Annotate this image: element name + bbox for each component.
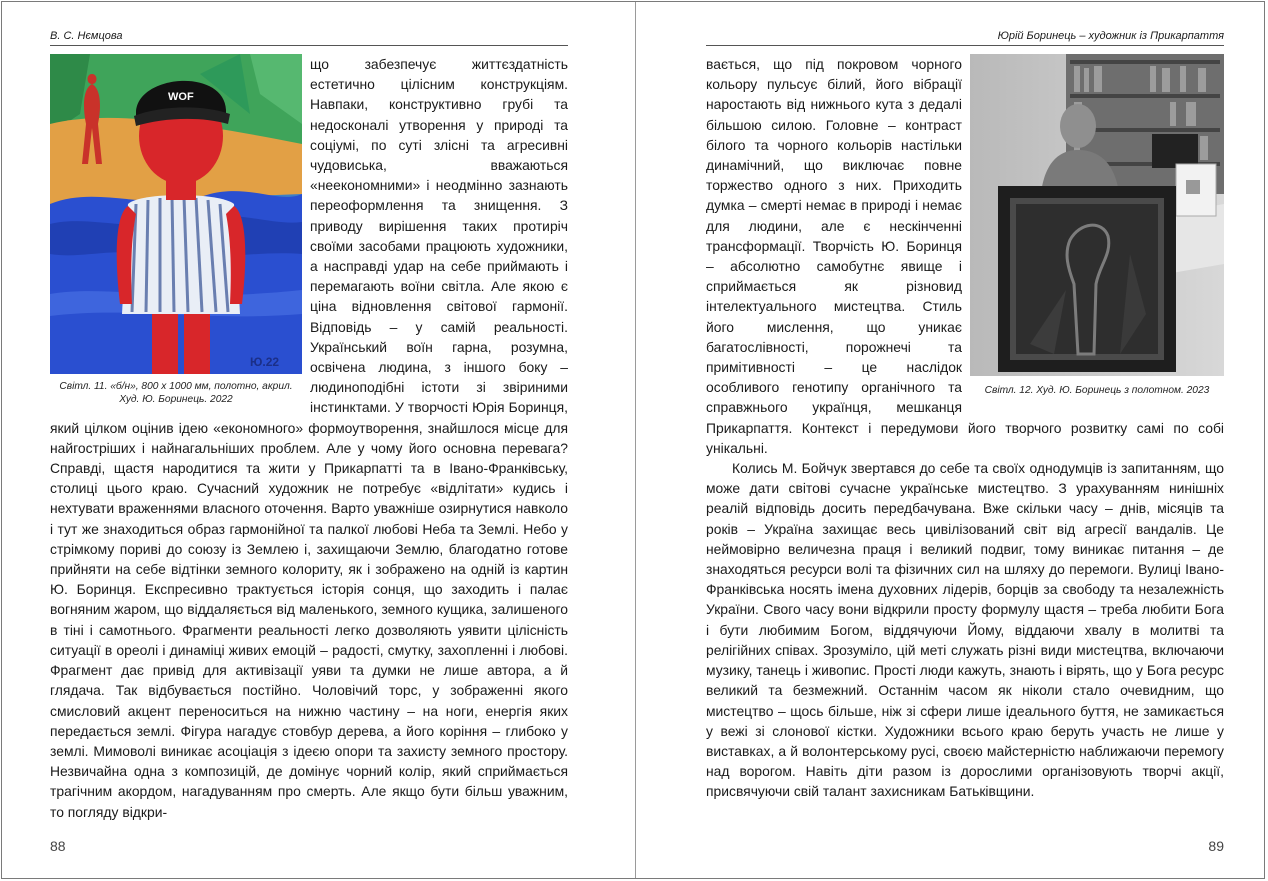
page-number-right: 89 [1208,838,1224,854]
painting-signature: Ю.22 [250,355,280,369]
running-head-left: В. С. Нємцова [50,30,568,46]
figure-11-caption [50,380,302,406]
page-gutter [635,2,636,878]
right-paragraph-1: вається, що під покровом чорного кольору пульсує білий, його вібрації наростають від нижнього кута з дедалі більшою силою. Головне – контраст білого та чорного кольорів настільки динамічний, що виключає повне торжество одного з них. Приходить думка – смерті немає в природі і немає для людини, але є нескінченні трансформації. Творчість Ю. Боринця – абсолютно самобутнє явище і сприймається як різновид інтелектуального мистецтва. Стиль його мислення, що уникає багатослівності, порожнечі та примітивності – це наслідок особливого генотипу органічного та справжнього українця, мешканця Прикарпаття. Контекст і передумови його творчого розвитку самі по собі унікальні. [706,56,1224,456]
right-paragraph-2: Колись М. Бойчук звертався до себе та своїх однодумців із запитанням, що може дати світові сучасне українське мистецтво. З урахуванням нинішніх реалій відповідь досить передбачувана. Вже скільки часу – днів, місяців та років – Україна захищає весь цивілізований світ від агресії вандалів. Це неймовірно величезна праця і великий подвиг, тому виникає питання – де знаходяться ресурси волі та фізичних сил на шляху до перемоги. Вулиці Івано-Франківська носять імена духовних лідерів, борців за свободу та незалежність України. Свого часу вони відкрили просту формулу щастя – треба любити Бога і бути любимим Богом, віддячуючи Йому, віддаючи хвалу в молитві та релігійних співах. Зрозуміло, цій меті служать різні види мистецтва, включаючи музику, танець і живопис. Прості люди кажуть, знають і вірять, що у Бога ресурс великий та безмежний. Останнім часом як ніколи стало очевидним, що мистецтво – щось більше, ніж зі сфери лише ідеального буття, не замикається у вежі зі слонової кістки. Художники всього краю беруть участь не лише у виставках, а й волонтерському русі, своєю майстерністю наближаючи перемогу над ворогом. Навіть діти разом із дорослими організовують творчі акції, присвячуючи свій талант захисникам Батьківщини. [706,460,1224,800]
left-body [50,54,568,822]
caption-line-1: Світл. 11. «б/н», 800 х 1000 мм, полотно, акрил. [59,381,293,392]
left-paragraph: що забезпечує життєздатність естетично цілісним конструкціям. Навпаки, конструктивно грубі та недосконалі утворення у природі та соціумі, по суті злісні та агресивні чудовиська, вважаються «неекономними» і неодмінно зазнають переоформлення та знищення. З приводу вирішення таких протиріч своїми засобами працюють художники, а насправді удар на себе приймають і перемагають воїни світла. Але якою є ціна відновлення світової гармонії. Відповідь – у самій реальності. Український воїн гарна, розумна, освічена людина, з іншого боку – людиноподібні істоти зі звіриними інстинктами. У творчості Юрія Боринця, який цілком оцінив ідею «економного» формоутворення, знайшлося місце для найгостріших і найнагальніших проблем. Але у чому його основна перевага? Справді, щастя народитися та жити у Прикарпатті та в Івано-Франківську, столиці цього краю. Сучасний художник не потребує «відлітати» кудись і нехтувати враженнями власного оточення. Варто уважніше озирнутися навколо і тут же знаходиться образ гармонійної та палкої любові Неба та Землі. Небо у стрімкому пориві до союзу із Землею і, захищаючи Землю, благодатно готове прийняти на себе відтінки земного колориту, як і зображено на одній із картин Ю. Боринця. Експресивно трактується історія сонця, що заходить і палає вогняним жаром, що віддаляється від маленького, земного кущика, залишеного в тіні і самотнього. Фрагменти реальності легко дозволяють уявити цілісність ситуації в ореолі і динаміці живих емоцій – радості, смутку, захопленні і любові. Фрагмент дає привід для активізації уяви та думки не лише автора, а й глядача. Так відбувається постійно. Чоловічий торс, у зображенні якого смисловий акцент переноситься на нижню частину – на ноги, енергія яких передається землі. Фігура нагадує стовбур дерева, а його коріння – глибоко у землі. Мимоволі виникає асоціація з ідеєю опори та захисту земного простору. Незвичайна одна з композицій, де домінує чорний колір, який сприймається трагічним акордом, нагадуванням про смерть. Але якщо бути більш уважним, то погляду відкри- [50,56,568,820]
left-page [50,2,568,878]
caption-line-2: Худ. Ю. Боринець. 2022 [119,394,233,405]
cap-lettering: WOF [168,91,194,103]
figure-11 [50,54,302,406]
photo-image [970,54,1224,376]
running-head-right: Юрій Боринець – художник із Прикарпаття [706,30,1224,46]
painting-image [50,54,302,374]
figure-12 [970,54,1224,397]
right-page [706,2,1224,878]
right-body [706,54,1224,802]
page-number-left: 88 [50,838,66,854]
book-spread [1,1,1265,879]
figure-12-caption: Світл. 12. Худ. Ю. Боринець з полотном. 2023 [984,385,1210,396]
